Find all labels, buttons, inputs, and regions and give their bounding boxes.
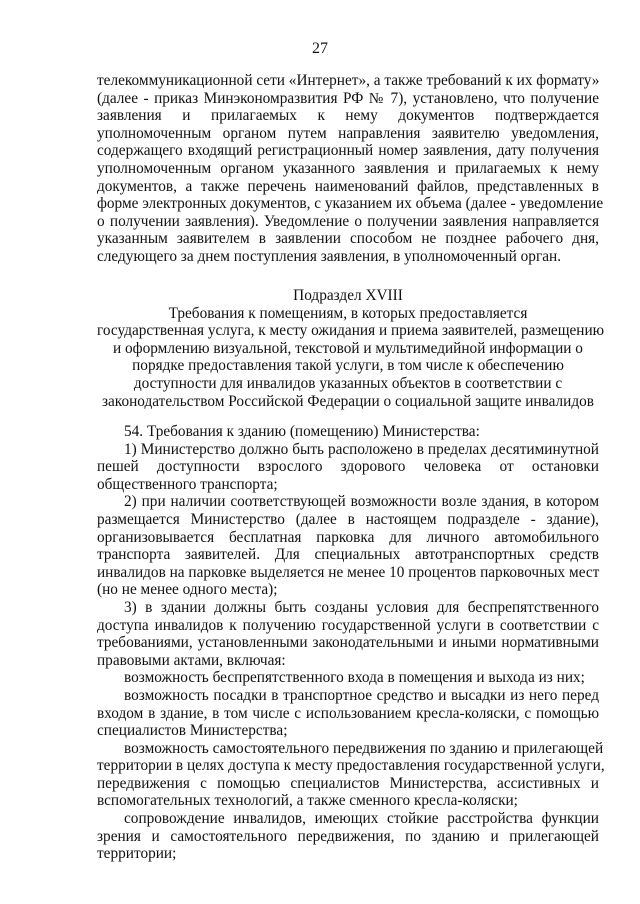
requirement-item-1 xyxy=(97,441,599,494)
text-line: следующего за днем поступления заявления, в уполномоченный орган. xyxy=(97,247,562,265)
text-line: правовыми актами, включая: xyxy=(97,651,286,669)
text-line: возможность беспрепятственного входа в помещения и выхода из них; xyxy=(124,669,585,687)
text-line: (далее - приказ Минэкономразвития РФ № 7), установлено, что получение xyxy=(97,89,599,107)
text-line: инвалидов на парковке выделяется не менее 10 процентов парковочных мест xyxy=(97,563,600,581)
text-line: входом в здание, в том числе с использованием кресла-коляски, с помощью xyxy=(97,704,599,722)
subsection-title-line: доступности для инвалидов указанных объектов в соответствии с xyxy=(133,374,563,392)
text-line: уполномоченным органом указанного заявления и прилагаемых к нему xyxy=(97,159,599,177)
text-line: территории в целях доступа к месту предоставления государственной услуги, xyxy=(97,757,605,775)
text-line: общественного транспорта; xyxy=(97,475,278,493)
text-line: 3) в здании должны быть созданы условия для беспрепятственного xyxy=(124,598,599,616)
subsection-title-line: и оформлению визуальной, текстовой и мультимедийной информации о xyxy=(113,339,583,357)
text-line: телекоммуникационной сети «Интернет», а также требований к их формату» xyxy=(97,72,600,89)
page-number: 27 xyxy=(312,40,328,57)
text-line: сопровождение инвалидов, имеющих стойкие расстройства функции xyxy=(124,810,599,828)
text-line: документов, а также перечень наименований файлов, представленных в xyxy=(97,177,599,195)
text-line: зрения и самостоятельного передвижения, по зданию и прилегающей xyxy=(97,827,599,845)
text-line: указанным заявителем в заявлении способом не позднее рабочего дня, xyxy=(97,230,599,248)
requirement-item-entrance xyxy=(97,669,599,687)
text-line: форме электронных документов, с указанием их объема (далее - уведомление xyxy=(97,195,604,213)
text-line: возможность самостоятельного передвижения по зданию и прилегающей xyxy=(124,739,604,757)
requirements-intro: 54. Требования к зданию (помещению) Министерства: xyxy=(124,423,480,440)
text-line: пешей доступности взрослого здорового человека от остановки xyxy=(97,458,599,476)
text-line: заявления и прилагаемых к нему документов подтверждается xyxy=(97,107,599,125)
subsection-title-line: порядке предоставления такой услуги, в том числе к обеспечению xyxy=(132,357,564,375)
text-line: уполномоченным органом путем направления заявителю уведомления, xyxy=(97,124,599,142)
text-line: 2) при наличии соответствующей возможности возле здания, в котором xyxy=(124,493,599,511)
text-line: транспорта заявителей. Для специальных автотранспортных средств xyxy=(97,546,599,564)
subsection-title-line: государственная услуга, к месту ожидания и приема заявителей, размещению xyxy=(97,322,605,340)
text-line: возможность посадки в транспортное средство и высадки из него перед xyxy=(124,686,599,704)
text-line: доступа инвалидов к получению государственной услуги в соответствии с xyxy=(97,616,599,634)
subsection-title-line: законодательством Российской Федерации о социальной защите инвалидов xyxy=(101,392,595,410)
text-line: вспомогательных технологий, а также сменного кресла-коляски; xyxy=(97,792,518,810)
text-line: специалистов Министерства; xyxy=(97,722,288,740)
subsection-header xyxy=(97,287,605,410)
requirement-item-3 xyxy=(97,599,599,669)
text-line: 1) Министерство должно быть расположено в пределах десятиминутной xyxy=(124,440,599,458)
requirement-item-boarding xyxy=(97,687,599,740)
subsection-heading: Подраздел XVIII xyxy=(293,287,403,304)
text-line: требованиями, установленными законодательными и иными нормативными xyxy=(97,634,599,652)
requirement-item-movement xyxy=(97,739,605,810)
text-line: размещается Министерство (далее в настоящем подразделе - здание), xyxy=(97,510,599,528)
text-line: содержащего входящий регистрационный номер заявления, дату получения xyxy=(97,142,599,160)
requirement-item-escort xyxy=(97,810,599,863)
top-paragraph xyxy=(97,72,604,266)
requirement-item-2 xyxy=(97,493,599,599)
text-line: передвижения с помощью специалистов Министерства, ассистивных и xyxy=(97,774,599,792)
text-line: (но не менее одного места); xyxy=(97,581,278,599)
text-line: организовывается бесплатная парковка для личного автомобильного xyxy=(97,528,599,546)
subsection-title-line: Требования к помещениям, в которых предоставляется xyxy=(168,304,528,322)
text-line: территории; xyxy=(97,845,177,863)
requirements-section xyxy=(97,423,605,863)
text-line: о получении заявления). Уведомление о получении заявления направляется xyxy=(97,212,599,230)
